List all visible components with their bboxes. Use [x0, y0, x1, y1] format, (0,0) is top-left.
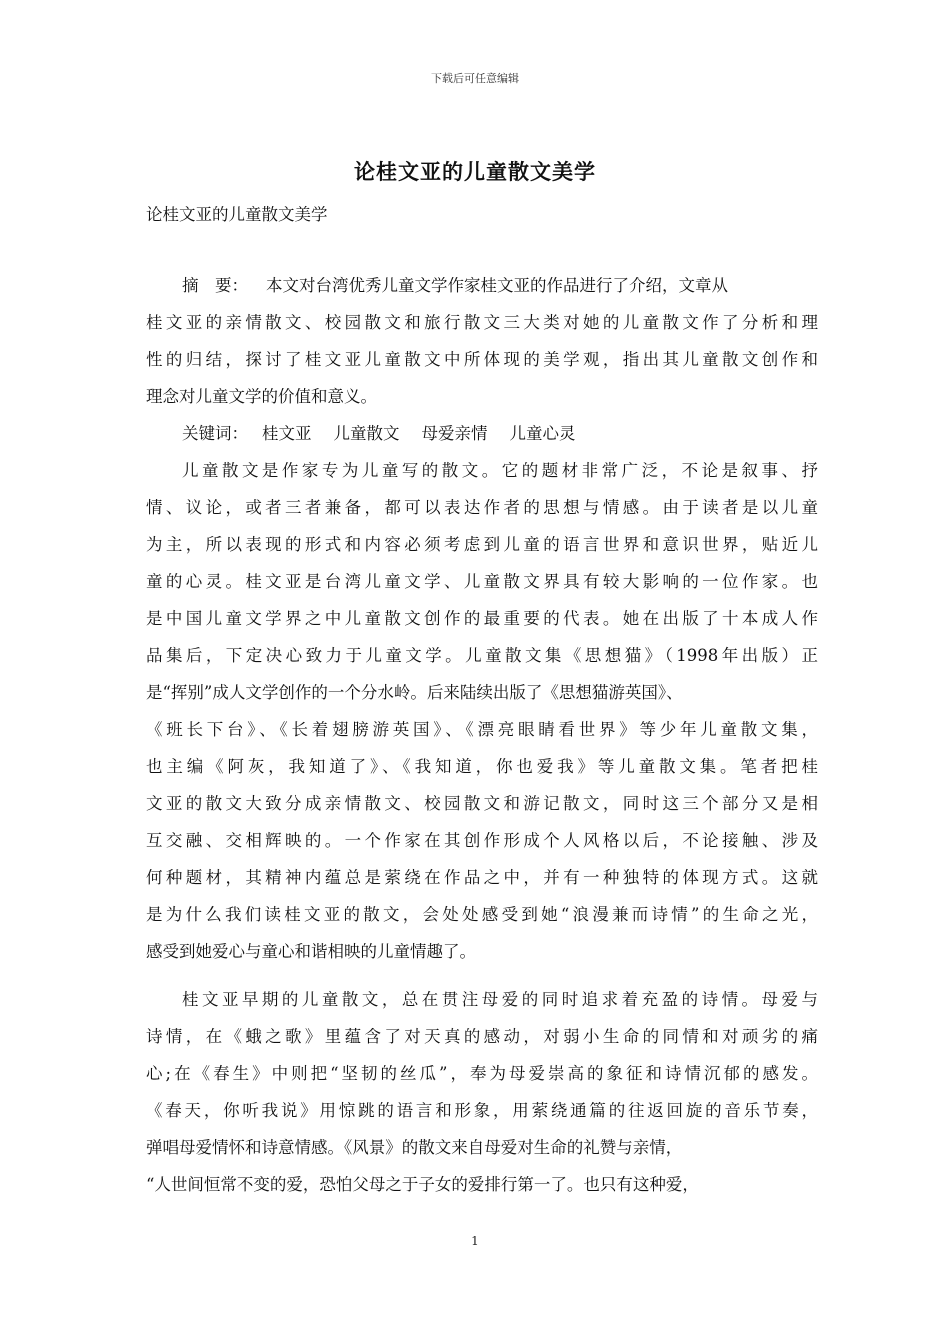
abstract-line: 桂文亚的亲情散文、校园散文和旅行散文三大类对她的儿童散文作了分析和理 [146, 313, 818, 332]
paragraph-line: 也主编《阿灰，我知道了》、《我知道，你也爱我》等儿童散文集。笔者把桂 [146, 757, 818, 776]
page-number: 1 [471, 1234, 479, 1248]
abstract-section [146, 267, 818, 452]
abstract-label: 摘 要： [182, 276, 248, 295]
document-title: 论桂文亚的儿童散文美学 [354, 159, 596, 184]
paragraph-line: 心;在《春生》中则把“坚韧的丝瓜”，奉为母爱崇高的象征和诗情沉郁的感发。 [146, 1064, 818, 1083]
page-header: 下载后可任意编辑 [431, 72, 519, 85]
abstract-line [146, 267, 818, 304]
paragraph-line: 弹唱母爱情怀和诗意情感。《风景》的散文来自母爱对生命的礼赞与亲情， [146, 1138, 683, 1157]
paragraph-line: 桂文亚早期的儿童散文，总在贯注母爱的同时追求着充盈的诗情。母爱与 [182, 990, 818, 1009]
paragraph-line: 《春天，你听我说》用惊跳的语言和形象，用萦绕通篇的往返回旋的音乐节奏， [146, 1101, 818, 1120]
keywords-label: 关键词： [182, 424, 248, 443]
document-subtitle: 论桂文亚的儿童散文美学 [146, 205, 328, 224]
paragraph-line: 为主，所以表现的形式和内容必须考虑到儿童的语言世界和意识世界，贴近儿 [146, 535, 818, 554]
paragraph-line: 儿童散文是作家专为儿童写的散文。它的题材非常广泛，不论是叙事、抒 [182, 461, 818, 480]
keyword: 儿童散文 [333, 424, 400, 443]
abstract-text: 本文对台湾优秀儿童文学作家桂文亚的作品进行了介绍，文章从 [266, 276, 728, 295]
paragraph-line: 童的心灵。桂文亚是台湾儿童文学、儿童散文界具有较大影响的一位作家。也 [146, 572, 818, 591]
paragraph-line: 《班长下台》、《长着翅膀游英国》、《漂亮眼睛看世界》等少年儿童散文集， [146, 720, 818, 739]
paragraph-1 [146, 452, 818, 970]
paragraph-line: 品集后，下定决心致力于儿童文学。儿童散文集《思想猫》（1998年出版）正 [146, 646, 818, 665]
paragraph-line: 诗情，在《蛾之歌》里蕴含了对天真的感动，对弱小生命的同情和对顽劣的痛 [146, 1027, 818, 1046]
paragraph-line: “人世间恒常不变的爱，恐怕父母之于子女的爱排行第一了。也只有这种爱， [146, 1175, 699, 1194]
paragraph-line: 文亚的散文大致分成亲情散文、校园散文和游记散文，同时这三个部分又是相 [146, 794, 818, 813]
keywords-line [146, 415, 818, 452]
keyword: 儿童心灵 [509, 424, 576, 443]
paragraph-line: 何种题材，其精神内蕴总是萦绕在作品之中，并有一种独特的体现方式。这就 [146, 868, 818, 887]
paragraph-line: 是“挥别”成人文学创作的一个分水岭。后来陆续出版了《思想猫游英国》、 [146, 683, 683, 702]
keyword: 母爱亲情 [421, 424, 488, 443]
paragraph-line: 是为什么我们读桂文亚的散文，会处处感受到她“浪漫兼而诗情”的生命之光， [146, 905, 818, 924]
paragraph-line: 是中国儿童文学界之中儿童散文创作的最重要的代表。她在出版了十本成人作 [146, 609, 818, 628]
paragraph-line: 感受到她爱心与童心和谐相映的儿童情趣了。 [146, 942, 476, 961]
keyword: 桂文亚 [262, 424, 312, 443]
abstract-line: 理念对儿童文学的价值和意义。 [146, 387, 377, 406]
paragraph-2 [146, 981, 818, 1203]
paragraph-line: 互交融、交相辉映的。一个作家在其创作形成个人风格以后，不论接触、涉及 [146, 831, 818, 850]
abstract-line: 性的归结，探讨了桂文亚儿童散文中所体现的美学观，指出其儿童散文创作和 [146, 350, 818, 369]
paragraph-line: 情、议论，或者三者兼备，都可以表达作者的思想与情感。由于读者是以儿童 [146, 498, 818, 517]
